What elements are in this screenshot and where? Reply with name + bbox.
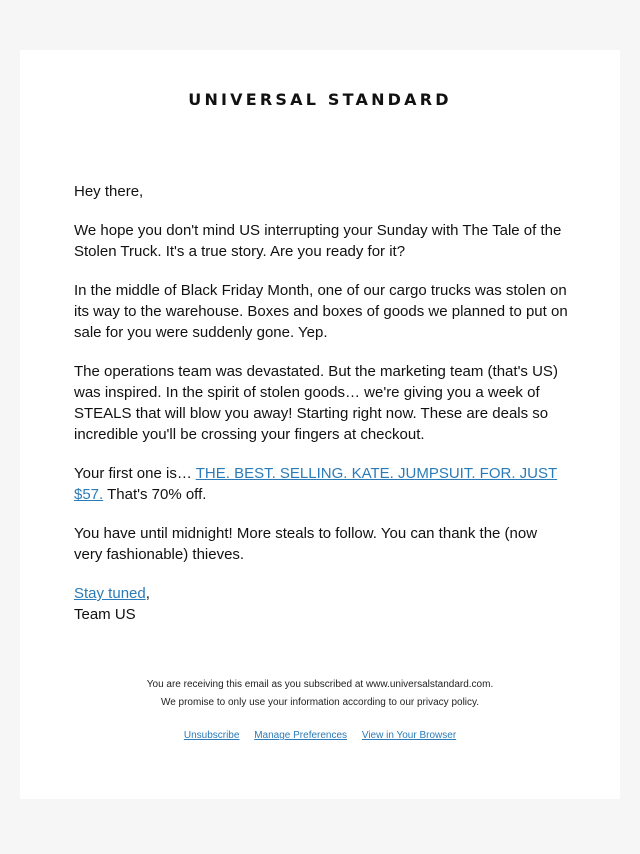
signoff (74, 583, 569, 625)
brand-logo[interactable]: UNIVERSAL STANDARD (188, 90, 452, 109)
greeting: Hey there, (74, 183, 144, 200)
paragraph-story: In the middle of Black Friday Month, one of our cargo trucks was stolen on its way to the warehouse. Boxes and boxes of goods we planned to put on sale for you were suddenly gone. Yep. (74, 282, 568, 341)
paragraph-steals: The operations team was devastated. But the marketing team (that's US) was inspired. In the spirit of stolen goods… we're giving you a week of STEALS that will blow you away! Starting right now. These are deals so incredible you'll be crossing your fingers at checkout. (74, 363, 558, 443)
email-body (74, 181, 569, 625)
stay-tuned-link[interactable]: Stay tuned (74, 585, 146, 602)
manage-preferences-link[interactable]: Manage Preferences (254, 730, 348, 741)
paragraph-first-deal (74, 463, 569, 505)
view-in-browser-link[interactable]: View in Your Browser (361, 730, 457, 741)
footer-line-subscription: You are receiving this email as you subscribed at www.universalstandard.com. (146, 679, 494, 690)
unsubscribe-link[interactable]: Unsubscribe (183, 730, 240, 741)
paragraph-intro: We hope you don't mind US interrupting your Sunday with The Tale of the Stolen Truck. It's a true story. Are you ready for it? (74, 222, 562, 260)
signoff-comma: , (145, 585, 150, 602)
paragraph-midnight: You have until midnight! More steals to follow. You can thank the (now very fashionable) thieves. (74, 525, 538, 563)
signature: Team US (74, 606, 136, 623)
first-deal-suffix: That's 70% off. (103, 486, 207, 503)
email-card (20, 50, 620, 799)
kate-jumpsuit-link[interactable]: THE. BEST. SELLING. KATE. JUMPSUIT. FOR. JUST $57. (74, 465, 558, 503)
footer-notice (20, 676, 620, 712)
footer-line-privacy: We promise to only use your information according to our privacy policy. (160, 697, 480, 708)
footer-links (20, 728, 620, 744)
first-deal-prefix: Your first one is… (74, 465, 196, 482)
